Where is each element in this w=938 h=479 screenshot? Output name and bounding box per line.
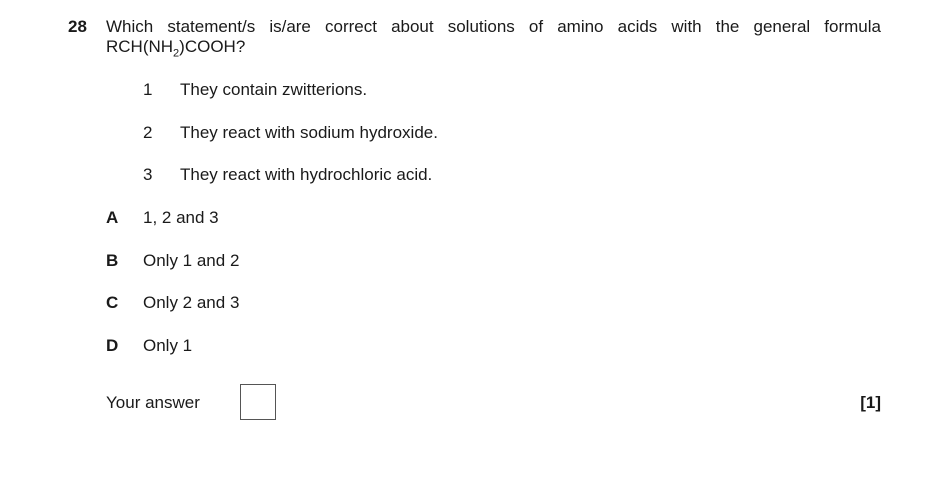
formula-subscript: 2: [173, 47, 180, 60]
option-text: Only 1 and 2: [143, 251, 240, 270]
option-letter: D: [106, 336, 119, 355]
formula-prefix: RCH(NH: [106, 37, 174, 56]
question-text: Which statement/s is/are correct about solutions of amino acids with the general formula: [106, 17, 881, 36]
statement-number: 2: [143, 123, 153, 142]
statement-number: 3: [143, 165, 153, 184]
statement-number: 1: [143, 80, 153, 99]
answer-label: Your answer: [106, 393, 200, 412]
option-text: Only 1: [143, 336, 193, 355]
option-letter: C: [106, 293, 119, 312]
statement-text: They react with hydrochloric acid.: [180, 165, 433, 184]
formula-suffix: )COOH?: [179, 37, 246, 56]
option-letter: B: [106, 251, 119, 270]
question-stem: [106, 17, 881, 60]
option-text: 1, 2 and 3: [143, 208, 219, 227]
option-letter: A: [106, 208, 119, 227]
marks-label: [1]: [860, 393, 881, 412]
statement-text: They contain zwitterions.: [180, 80, 368, 99]
question-number: 28: [68, 17, 87, 36]
option-text: Only 2 and 3: [143, 293, 240, 312]
answer-box[interactable]: [240, 384, 276, 420]
statement-text: They react with sodium hydroxide.: [180, 123, 438, 142]
question-formula: [106, 37, 881, 60]
